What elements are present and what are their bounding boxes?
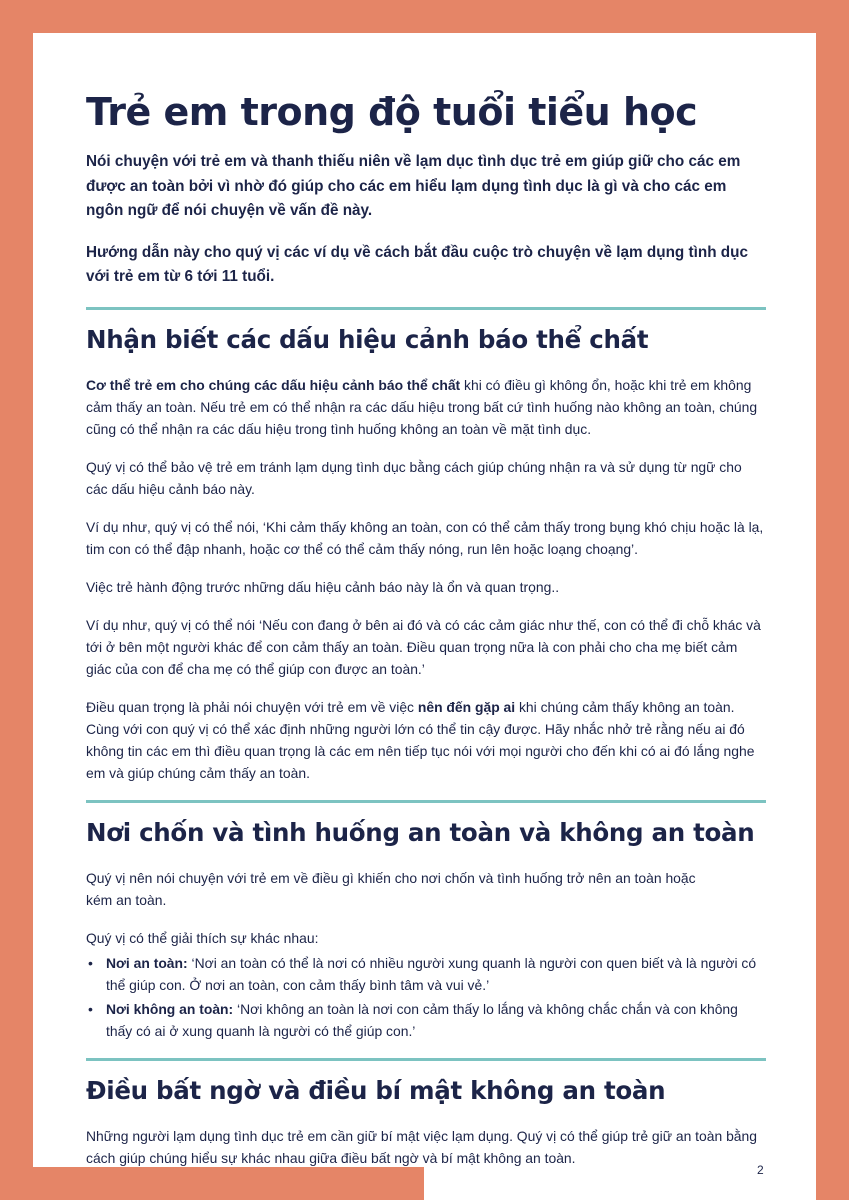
paragraph: Việc trẻ hành động trước những dấu hiệu cảnh báo này là ổn và quan trọng..: [86, 578, 560, 595]
list-item: [86, 952, 766, 996]
intro-emphasis: giúp giữ cho các em được an toàn: [86, 153, 741, 195]
paragraph: [86, 374, 766, 440]
paragraph-text: khi có điều gì không ổn, hoặc khi trẻ em không cảm thấy an toàn. Nếu trẻ em có thể nhận ra các dấu hiệu trong bất cứ tình huống nào không an toàn, chúng cũng có thể nhận ra các dấu hiệu trong tình huống không an toàn về mặt tình dục.: [86, 376, 758, 437]
paragraph: Quý vị nên nói chuyện với trẻ em về điều gì khiến cho nơi chốn và tình huống trở nên an toàn hoặc kém an toàn.: [86, 869, 696, 908]
decorative-band: [0, 1167, 424, 1200]
paragraph: Ví dụ như, quý vị có thể nói, ‘Khi cảm thấy không an toàn, con có thể cảm thấy trong bụng khó chịu hoặc là lạ, tim con có thể đập nhanh, hoặc cơ thể có thể cảm thấy nóng, run lên hoặc loạng choạng’.: [86, 518, 764, 557]
paragraph: Những người lạm dụng tình dục trẻ em cần giữ bí mật việc lạm dụng. Quý vị có thể giúp trẻ giữ an toàn bằng cách giúp chúng hiểu sự khác nhau giữa điều bất ngờ và bí mật không an toàn.: [86, 1127, 757, 1166]
intro-paragraph-2: Hướng dẫn này cho quý vị các ví dụ về cách bắt đầu cuộc trò chuyện về lạm dụng tình dục với trẻ em từ 6 tới 11 tuổi.: [86, 243, 749, 285]
section-heading-warning-signs: Nhận biết các dấu hiệu cảnh báo thể chất: [86, 324, 649, 354]
bullet-list: [86, 952, 766, 1042]
intro-text: và cho các em ngôn ngữ để nói chuyện về vấn đề này.: [86, 177, 727, 219]
page-title: Trẻ em trong độ tuổi tiểu học: [86, 90, 698, 134]
list-item-label: Nơi an toàn:: [106, 954, 188, 971]
section-heading-safe-places: Nơi chốn và tình huống an toàn và không an toàn: [86, 817, 755, 847]
paragraph-emphasis: nên đến gặp ai: [417, 698, 516, 715]
content: [86, 88, 766, 1185]
paragraph: Quý vị có thể giải thích sự khác nhau:: [86, 929, 319, 946]
paragraph-text: khi chúng cảm thấy không an toàn. Cùng với con quý vị có thể xác định những người lớn có thể tin cậy được. Hãy nhắc nhở trẻ rằng nếu ai đó không tin các em thì điều quan trọng là các em nên tiếp tục nói với mọi người cho đến khi có ai đó lắng nghe em và giúp chúng cảm thấy an toàn.: [86, 698, 755, 781]
list-item: [86, 998, 766, 1042]
list-item-label: Nơi không an toàn:: [106, 1000, 234, 1017]
section-divider: [86, 1058, 766, 1061]
list-item-text: ‘Nơi không an toàn là nơi con cảm thấy lo lắng và không chắc chắn và con không thấy có ai ở xung quanh là người có thể giúp con.’: [106, 1000, 738, 1039]
section-heading-secrets: Điều bất ngờ và điều bí mật không an toàn: [86, 1075, 666, 1105]
intro-text: bởi vì nhờ đó: [184, 177, 292, 195]
paragraph-emphasis: Cơ thể trẻ em cho chúng các dấu hiệu cảnh báo thể chất: [86, 376, 461, 393]
paragraph: [86, 696, 766, 784]
paragraph-text: Điều quan trọng là phải nói chuyện với trẻ em về việc: [86, 698, 418, 715]
page: [33, 33, 816, 1200]
paragraph: Ví dụ như, quý vị có thể nói ‘Nếu con đang ở bên ai đó và có các cảm giác như thế, con có thể đi chỗ khác và tới ở bên một người khác để con cảm thấy an toàn. Điều quan trọng nữa là con phải cho cha mẹ biết cảm giác của con để cha mẹ có thể giúp con được an toàn.’: [86, 616, 761, 677]
list-item-text: ‘Nơi an toàn có thể là nơi có nhiều người xung quanh là người con quen biết và là người có thể giúp con. Ở nơi an toàn, con cảm thấy bình tâm và vui vẻ.’: [106, 954, 757, 993]
paragraph: Quý vị có thể bảo vệ trẻ em tránh lạm dụng tình dục bằng cách giúp chúng nhận ra và sử dụng từ ngữ cho các dấu hiệu cảnh báo này.: [86, 458, 742, 497]
intro-paragraph-1: [86, 150, 766, 224]
section-divider: [86, 307, 766, 310]
intro-emphasis: giúp cho các em hiểu lạm dụng tình dục là gì: [291, 177, 618, 195]
page-number: 2: [757, 1163, 764, 1177]
intro-text: Nói chuyện với trẻ em và thanh thiếu niên về lạm dục tình dục trẻ em: [86, 153, 592, 170]
section-divider: [86, 800, 766, 803]
